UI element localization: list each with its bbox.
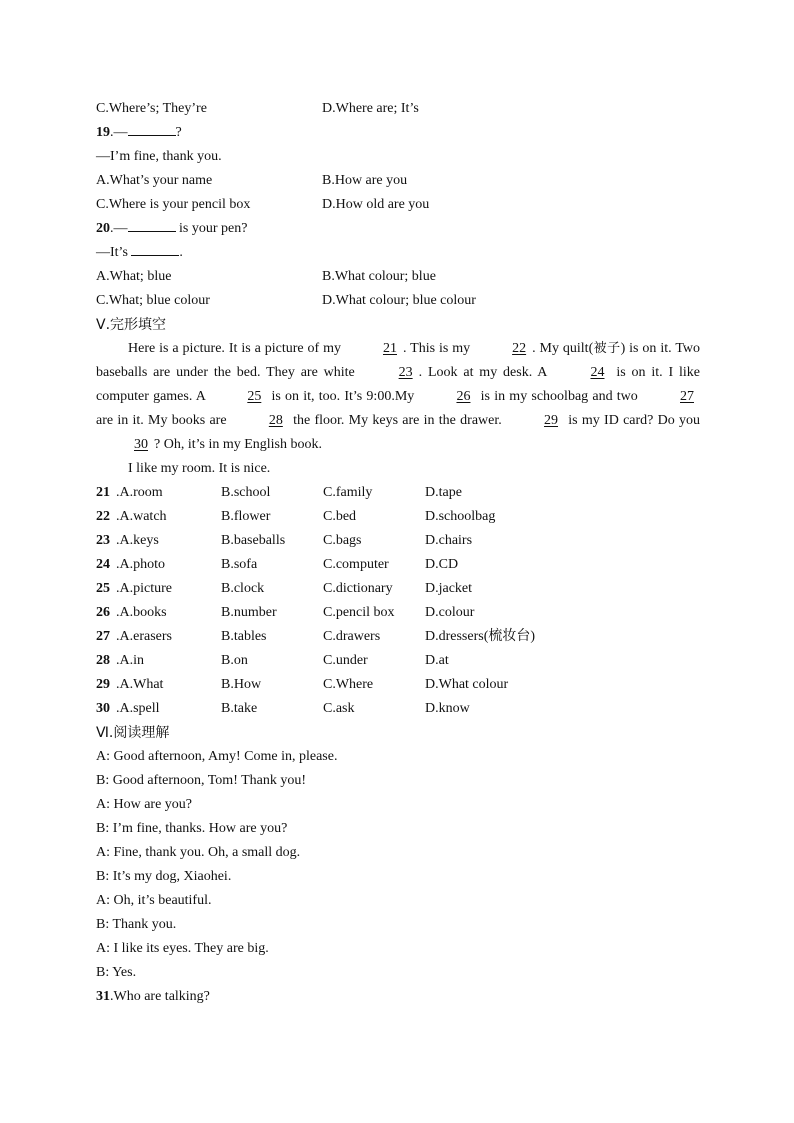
question-26-row bbox=[96, 601, 700, 625]
question-30-row bbox=[96, 697, 700, 721]
option-b: B.baseballs bbox=[221, 533, 286, 548]
option-c: C.Where bbox=[323, 677, 374, 692]
option-d: D.dressers(梳妆台) bbox=[425, 629, 536, 644]
option-c: C.ask bbox=[323, 701, 355, 716]
cloze-question-list bbox=[96, 481, 700, 721]
passage-text: is in my schoolbag and two bbox=[476, 389, 642, 404]
passage-text: ) is on it. Two baseballs are under the bed. They are white bbox=[96, 341, 701, 380]
dialogue-line: B: Good afternoon, Tom! Thank you! bbox=[96, 773, 307, 788]
q20-options-ab bbox=[96, 265, 700, 289]
cloze-blank-28: 28 bbox=[268, 413, 283, 428]
cloze-blank-22: 22 bbox=[512, 341, 527, 356]
answer-blank bbox=[131, 242, 179, 256]
option-a: .A.photo bbox=[116, 557, 165, 572]
q19-options-cd bbox=[96, 193, 700, 217]
question-number: 19 bbox=[96, 125, 110, 140]
dialogue-line: A: I like its eyes. They are big. bbox=[96, 941, 269, 956]
question-22-row bbox=[96, 505, 700, 529]
cloze-blank-21: 21 bbox=[382, 341, 397, 356]
dialogue-line: B: I’m fine, thanks. How are you? bbox=[96, 821, 288, 836]
question-number: 26 bbox=[96, 605, 110, 620]
dialogue-line: B: Thank you. bbox=[96, 917, 177, 932]
option-a: .A.books bbox=[116, 605, 167, 620]
option-c: C.computer bbox=[323, 557, 389, 572]
q31-stem bbox=[96, 985, 700, 1009]
question-25-row bbox=[96, 577, 700, 601]
question-28-row bbox=[96, 649, 700, 673]
q19-reply: —I’m fine, thank you. bbox=[96, 149, 222, 164]
dialogue-line: B: It’s my dog, Xiaohei. bbox=[96, 869, 232, 884]
option-b: B.What colour; blue bbox=[322, 269, 436, 284]
option-c: C.bags bbox=[323, 533, 362, 548]
question-number: 21 bbox=[96, 485, 110, 500]
question-number: 31 bbox=[96, 989, 110, 1004]
cloze-passage bbox=[96, 337, 700, 457]
option-c: C.pencil box bbox=[323, 605, 395, 620]
option-b: B.How are you bbox=[322, 173, 408, 188]
cloze-blank-25: 25 bbox=[247, 389, 262, 404]
option-d: D.schoolbag bbox=[425, 509, 496, 524]
q20-options-cd bbox=[96, 289, 700, 313]
cloze-blank-27: 27 bbox=[680, 389, 694, 404]
passage-text: is on it, too. It’s 9:00.My bbox=[267, 389, 419, 404]
cloze-closing: I like my room. It is nice. bbox=[128, 461, 271, 476]
option-b: B.take bbox=[221, 701, 258, 716]
dialogue-line: B: Yes. bbox=[96, 965, 137, 980]
answer-blank bbox=[128, 218, 176, 232]
option-a: A.What; blue bbox=[96, 269, 172, 284]
question-number: 24 bbox=[96, 557, 110, 572]
chinese-gloss: 被子 bbox=[593, 341, 621, 356]
option-a: .A.picture bbox=[116, 581, 172, 596]
question-29-row bbox=[96, 673, 700, 697]
question-text: .Who are talking? bbox=[110, 989, 210, 1004]
question-number: 27 bbox=[96, 629, 110, 644]
option-c: C.bed bbox=[323, 509, 357, 524]
option-c: C.What; blue colour bbox=[96, 293, 210, 308]
question-number: 29 bbox=[96, 677, 110, 692]
question-number: 20 bbox=[96, 221, 110, 236]
option-b: B.on bbox=[221, 653, 248, 668]
cloze-blank-23: 23 bbox=[398, 365, 413, 380]
option-b: B.How bbox=[221, 677, 262, 692]
q20-reply bbox=[96, 241, 700, 265]
option-a: .A.spell bbox=[116, 701, 160, 716]
reply-end: . bbox=[179, 245, 183, 260]
option-b: B.clock bbox=[221, 581, 265, 596]
passage-text: the floor. My keys are in the drawer. bbox=[288, 413, 507, 428]
passage-text: is on it. I like computer games. A bbox=[96, 365, 701, 404]
q18-options-cd bbox=[96, 97, 700, 121]
option-b: B.number bbox=[221, 605, 277, 620]
question-24-row bbox=[96, 553, 700, 577]
option-a: .A.keys bbox=[116, 533, 159, 548]
option-d: D.know bbox=[425, 701, 470, 716]
option-d: D.chairs bbox=[425, 533, 473, 548]
dialogue-line: A: How are you? bbox=[96, 797, 193, 812]
option-c: C.family bbox=[323, 485, 373, 500]
reply-start: —It’s bbox=[96, 245, 132, 260]
passage-text: ? Oh, it’s in my English book. bbox=[154, 437, 322, 452]
option-d: D.How old are you bbox=[322, 197, 430, 212]
stem-start: .— bbox=[110, 125, 128, 140]
option-d: D.at bbox=[425, 653, 449, 668]
q19-stem bbox=[96, 121, 700, 145]
question-number: 23 bbox=[96, 533, 110, 548]
option-c: C.dictionary bbox=[323, 581, 393, 596]
option-d: D.CD bbox=[425, 557, 459, 572]
option-d: D.colour bbox=[425, 605, 475, 620]
option-b: B.sofa bbox=[221, 557, 258, 572]
option-d: D.tape bbox=[425, 485, 462, 500]
passage-text: . Look at my desk. A bbox=[418, 365, 553, 380]
question-number: 30 bbox=[96, 701, 110, 716]
passage-text: is my ID card? Do you bbox=[564, 413, 701, 428]
stem-end: is your pen? bbox=[175, 221, 248, 236]
question-number: 22 bbox=[96, 509, 110, 524]
q20-stem bbox=[96, 217, 700, 241]
q19-options-ab bbox=[96, 169, 700, 193]
question-number: 28 bbox=[96, 653, 110, 668]
cloze-blank-24: 24 bbox=[590, 365, 605, 380]
option-c: C.Where’s; They’re bbox=[96, 101, 207, 116]
section-5-title: Ⅴ.完形填空 bbox=[96, 317, 167, 333]
dialogue-line: A: Good afternoon, Amy! Come in, please. bbox=[96, 749, 338, 764]
cloze-blank-29: 29 bbox=[544, 413, 559, 428]
dialogue-line: A: Fine, thank you. Oh, a small dog. bbox=[96, 845, 301, 860]
option-d: D.What colour bbox=[425, 677, 509, 692]
reading-dialogue bbox=[96, 745, 700, 985]
option-c: C.Where is your pencil box bbox=[96, 197, 251, 212]
page-content bbox=[96, 97, 700, 1009]
option-d: D.Where are; It’s bbox=[322, 101, 419, 116]
option-a: A.What’s your name bbox=[96, 173, 213, 188]
stem-start: .— bbox=[110, 221, 128, 236]
option-b: B.tables bbox=[221, 629, 267, 644]
option-d: D.jacket bbox=[425, 581, 473, 596]
cloze-blank-30: 30 bbox=[134, 437, 148, 452]
dialogue-line: A: Oh, it’s beautiful. bbox=[96, 893, 212, 908]
option-c: C.under bbox=[323, 653, 368, 668]
option-a: .A.room bbox=[116, 485, 163, 500]
option-a: .A.watch bbox=[116, 509, 167, 524]
answer-blank bbox=[128, 122, 176, 136]
option-b: B.school bbox=[221, 485, 271, 500]
option-c: C.drawers bbox=[323, 629, 381, 644]
question-23-row bbox=[96, 529, 700, 553]
section-6-title: Ⅵ.阅读理解 bbox=[96, 725, 170, 741]
question-21-row bbox=[96, 481, 700, 505]
option-a: .A.in bbox=[116, 653, 144, 668]
stem-end: ? bbox=[175, 125, 182, 140]
question-number: 25 bbox=[96, 581, 110, 596]
question-27-row bbox=[96, 625, 700, 649]
passage-text: Here is a picture. It is a picture of my bbox=[128, 341, 345, 356]
option-b: B.flower bbox=[221, 509, 271, 524]
cloze-blank-26: 26 bbox=[456, 389, 471, 404]
passage-text: . This is my bbox=[402, 341, 475, 356]
option-a: .A.erasers bbox=[116, 629, 172, 644]
passage-text: . My quilt( bbox=[532, 341, 594, 356]
option-a: .A.What bbox=[116, 677, 164, 692]
passage-text: are in it. My books are bbox=[96, 413, 231, 428]
option-d: D.What colour; blue colour bbox=[322, 293, 476, 308]
